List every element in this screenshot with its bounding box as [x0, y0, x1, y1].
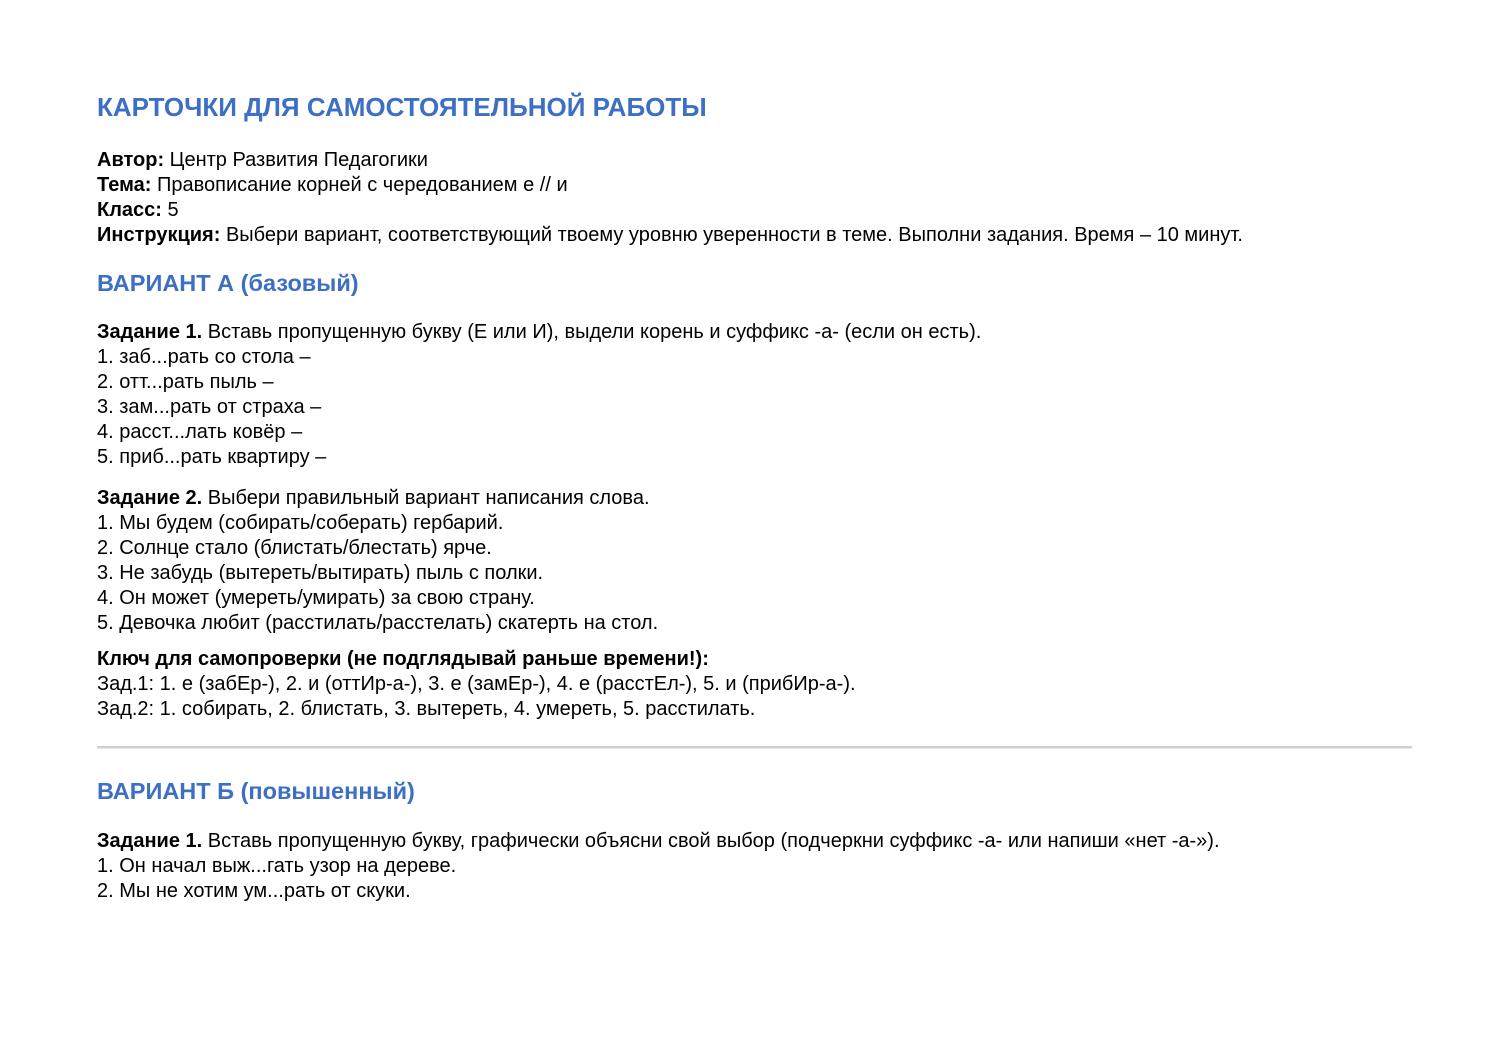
task-label: Задание 1.	[97, 321, 203, 343]
list-item: 1. Он начал выж...гать узор на дереве.	[97, 855, 457, 877]
list-item: 2. Мы не хотим ум...рать от скуки.	[97, 880, 411, 902]
grade-value: 5	[161, 199, 179, 221]
list-item: 5. Девочка любит (расстилать/расстелать) скатерть на стол.	[97, 612, 659, 634]
variant-a-title: ВАРИАНТ А (базовый)	[97, 270, 359, 296]
task-label: Задание 1.	[97, 830, 203, 852]
answer-key-line: Зад.1: 1. е (забЕр-), 2. и (оттИр-а-), 3. е (замЕр-), 4. е (расстЕл-), 5. и (прибИр-а-).	[97, 673, 856, 695]
variant-a-task2	[97, 486, 658, 636]
grade-label: Класс:	[97, 199, 162, 221]
answer-key-label: Ключ для самопроверки (не подглядывай раньше времени!):	[97, 648, 709, 670]
task-text: Выбери правильный вариант написания слова.	[202, 487, 650, 509]
variant-b-title: ВАРИАНТ Б (повышенный)	[97, 778, 415, 804]
list-item: 2. отт...рать пыль –	[97, 371, 274, 393]
list-item: 4. расст...лать ковёр –	[97, 421, 303, 443]
task-heading	[97, 486, 658, 511]
task-text: Вставь пропущенную букву (Е или И), выдели корень и суффикс -а- (если он есть).	[202, 321, 982, 343]
document-title: КАРТОЧКИ ДЛЯ САМОСТОЯТЕЛЬНОЙ РАБОТЫ	[97, 92, 707, 122]
author-label: Автор:	[97, 149, 165, 171]
list-item: 1. Мы будем (собирать/соберать) гербарий.	[97, 512, 504, 534]
meta-author	[97, 148, 1243, 173]
variant-a-answer-key	[97, 647, 856, 722]
document-meta	[97, 148, 1243, 248]
task-heading	[97, 829, 1220, 854]
task-text: Вставь пропущенную букву, графически объясни свой выбор (подчеркни суффикс -а- или напиши «нет -а-»).	[202, 830, 1220, 852]
list-item: 2. Солнце стало (блистать/блестать) ярче.	[97, 537, 492, 559]
list-item: 5. приб...рать квартиру –	[97, 446, 327, 468]
meta-instruction	[97, 223, 1243, 248]
author-value: Центр Развития Педагогики	[164, 149, 428, 171]
task-label: Задание 2.	[97, 487, 203, 509]
topic-label: Тема:	[97, 174, 152, 196]
list-item: 4. Он может (умереть/умирать) за свою страну.	[97, 587, 535, 609]
meta-topic	[97, 173, 1243, 198]
instruction-value: Выбери вариант, соответствующий твоему уровню уверенности в теме. Выполни задания. Время – 10 минут.	[220, 224, 1243, 246]
task-heading	[97, 320, 981, 345]
list-item: 3. Не забудь (вытереть/вытирать) пыль с полки.	[97, 562, 544, 584]
meta-grade	[97, 198, 1243, 223]
list-item: 3. зам...рать от страха –	[97, 396, 322, 418]
answer-key-line: Зад.2: 1. собирать, 2. блистать, 3. вытереть, 4. умереть, 5. расстилать.	[97, 698, 756, 720]
instruction-label: Инструкция:	[97, 224, 221, 246]
list-item: 1. заб...рать со стола –	[97, 346, 311, 368]
topic-value: Правописание корней с чередованием е // и	[151, 174, 568, 196]
variant-b-task1	[97, 829, 1220, 904]
section-divider	[97, 746, 1412, 749]
variant-a-task1	[97, 320, 981, 470]
